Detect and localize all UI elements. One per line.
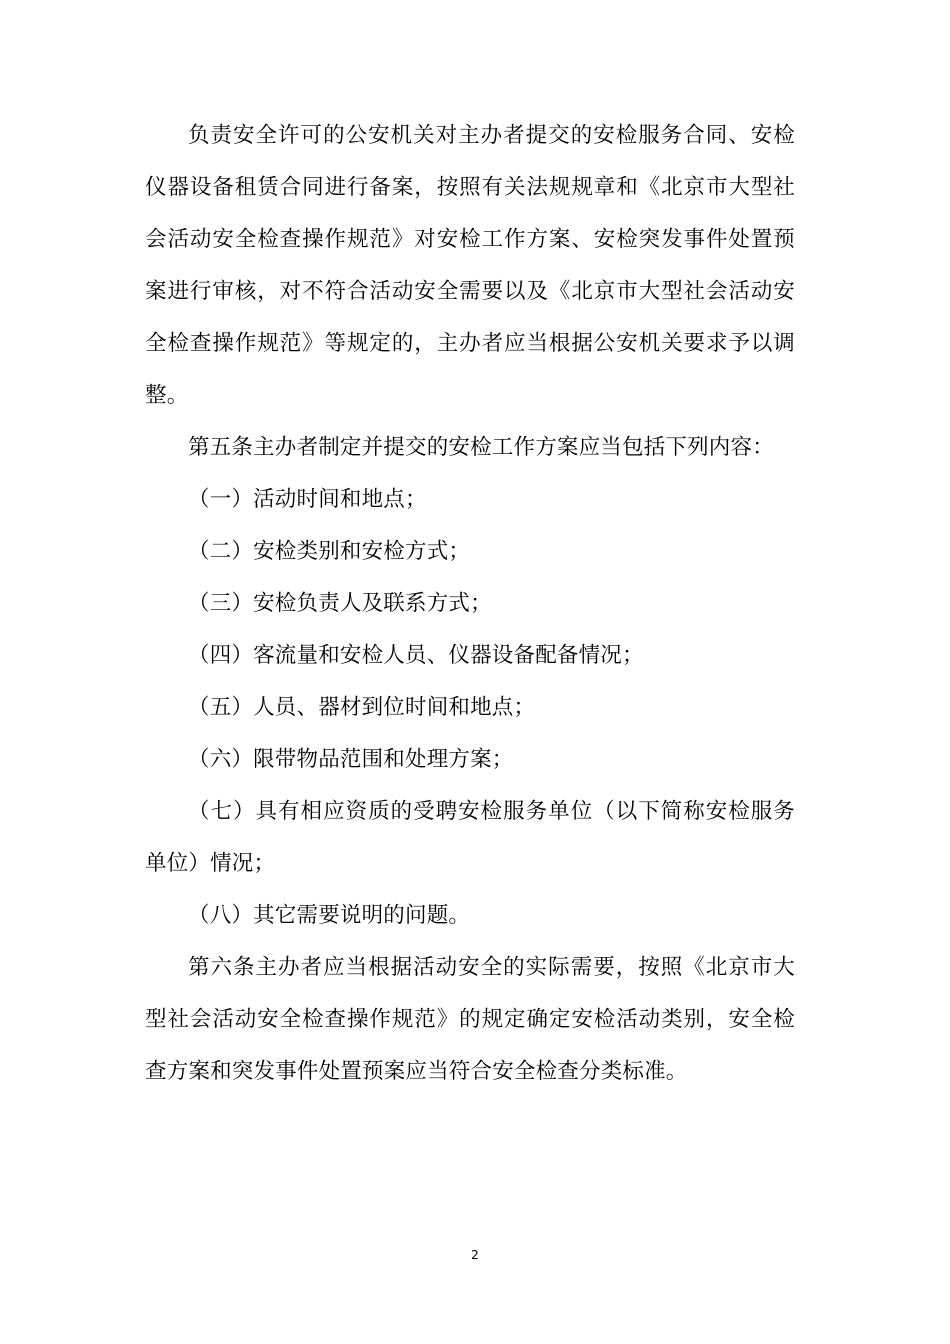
list-item-7: （七）具有相应资质的受聘安检服务单位（以下简称安检服务单位）情况； bbox=[145, 799, 795, 876]
paragraph-filing-review: 负责安全许可的公安机关对主办者提交的安检服务合同、安检仪器设备租赁合同进行备案，按照有关法规规章和《北京市大型社会活动安全检查操作规范》对安检工作方案、安检突发事件处置预案进行审核，对不符合活动安全需要以及《北京市大型社会活动安全检查操作规范》等规定的，主办者应当根据公安机关要求予以调整。 bbox=[145, 123, 795, 408]
list-item-5: （五）人员、器材到位时间和地点； bbox=[188, 695, 536, 720]
paragraph-article-5: 第五条主办者制定并提交的安检工作方案应当包括下列内容： bbox=[188, 435, 774, 460]
list-item-3: （三）安检负责人及联系方式； bbox=[188, 591, 492, 616]
list-item-8: （八）其它需要说明的问题。 bbox=[188, 903, 471, 928]
list-item-4: （四）客流量和安检人员、仪器设备配备情况； bbox=[188, 643, 644, 668]
paragraph-article-6: 第六条主办者应当根据活动安全的实际需要，按照《北京市大型社会活动安全检查操作规范》的规定确定安检活动类别，安全检查方案和突发事件处置预案应当符合安全检查分类标准。 bbox=[145, 955, 795, 1084]
list-item-2: （二）安检类别和安检方式； bbox=[188, 539, 471, 564]
page-number: 2 bbox=[471, 1248, 479, 1262]
list-item-6: （六）限带物品范围和处理方案； bbox=[188, 747, 514, 772]
list-item-1: （一）活动时间和地点； bbox=[188, 487, 427, 512]
document-body bbox=[145, 110, 795, 1098]
